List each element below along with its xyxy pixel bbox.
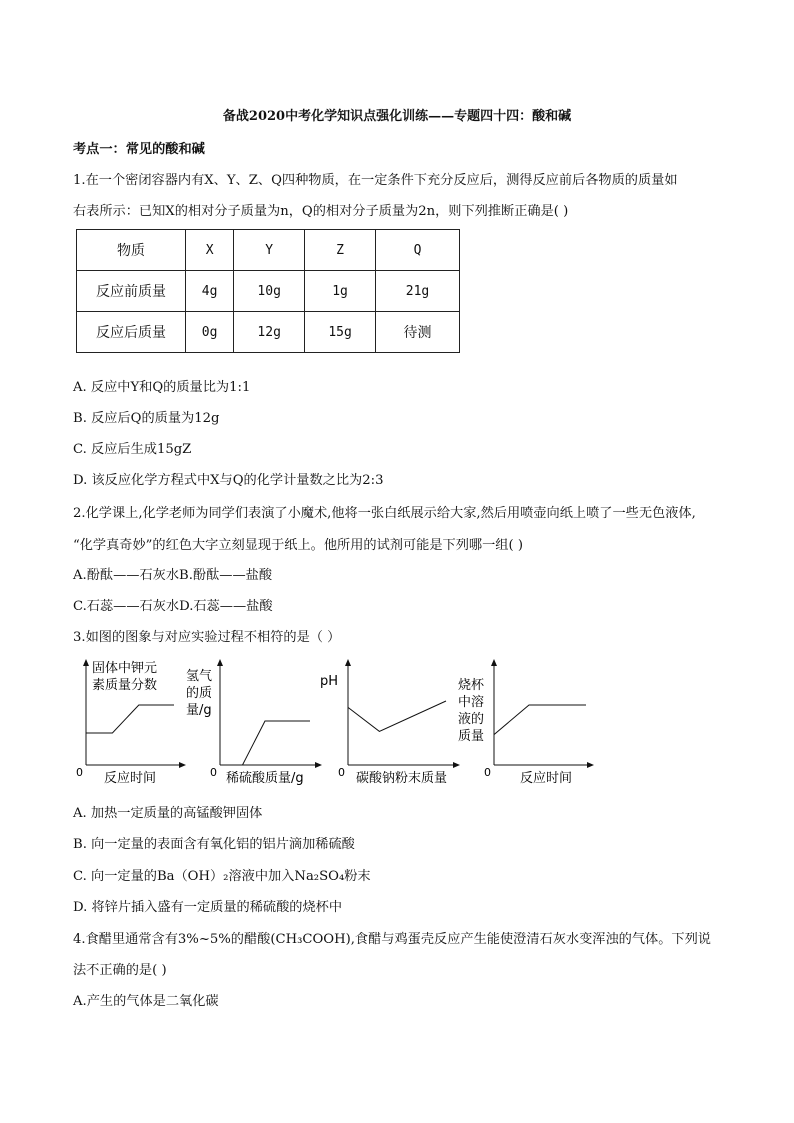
graph-curve bbox=[494, 705, 586, 735]
graph-curve bbox=[86, 705, 174, 733]
y-label-line: 液的 bbox=[458, 712, 485, 727]
table-cell: 待测 bbox=[376, 312, 460, 353]
x-label: 稀硫酸质量/g bbox=[226, 771, 304, 786]
table-cell: 21g bbox=[376, 271, 460, 312]
q2-option-cd: C.石蕊——石灰水D.石蕊——盐酸 bbox=[73, 599, 273, 614]
table-header-cell: X bbox=[186, 230, 234, 271]
table-header-cell: 物质 bbox=[77, 230, 186, 271]
graph-4-svg bbox=[458, 655, 598, 790]
y-label-line: 固体中钾元 bbox=[92, 661, 158, 676]
origin-label: 0 bbox=[76, 766, 83, 779]
origin-label: 0 bbox=[484, 766, 491, 779]
document-title: 备战2020中考化学知识点强化训练——专题四十四：酸和碱 bbox=[222, 109, 572, 124]
y-label-line: 烧杯 bbox=[458, 678, 485, 693]
q1-option-d: D. 该反应化学方程式中X与Q的化学计量数之比为2:3 bbox=[73, 473, 384, 488]
q1-mass-table bbox=[76, 229, 460, 353]
y-label-line: 素质量分数 bbox=[92, 678, 158, 693]
q1-stem-line1: 1.在一个密闭容器内有X、Y、Z、Q四种物质，在一定条件下充分反应后，测得反应前后各物质的质量如 bbox=[73, 173, 678, 188]
table-row bbox=[77, 271, 460, 312]
section-heading: 考点一：常见的酸和碱 bbox=[73, 142, 205, 157]
origin-label: 0 bbox=[338, 766, 345, 779]
table-header-cell: Q bbox=[376, 230, 460, 271]
origin-label: 0 bbox=[210, 766, 217, 779]
q4-stem-line1: 4.食醋里通常含有3%~5%的醋酸(CH₃COOH),食醋与鸡蛋壳反应产生能使澄清石灰水变浑浊的气体。下列说 bbox=[73, 932, 711, 947]
table-row bbox=[77, 312, 460, 353]
y-axis-arrow bbox=[345, 659, 351, 666]
q3-option-a: A. 加热一定质量的高锰酸钾固体 bbox=[73, 806, 263, 821]
graph-3-svg bbox=[320, 655, 468, 790]
q2-stem-line2: “化学真奇妙”的红色大字立刻显现于纸上。他所用的试剂可能是下列哪一组( ) bbox=[73, 538, 523, 553]
graph-curve bbox=[348, 701, 446, 731]
table-cell: 12g bbox=[234, 312, 305, 353]
q2-stem-line1: 2.化学课上,化学老师为同学们表演了小魔术,他将一张白纸展示给大家,然后用喷壶向纸上喷了一些无色液体, bbox=[73, 506, 696, 521]
table-cell: 反应后质量 bbox=[77, 312, 186, 353]
table-cell: 反应前质量 bbox=[77, 271, 186, 312]
y-axis-arrow bbox=[83, 659, 89, 666]
x-axis-arrow bbox=[453, 762, 460, 768]
table-cell: 4g bbox=[186, 271, 234, 312]
q1-option-c: C. 反应后生成15gZ bbox=[73, 442, 192, 457]
y-label-line: 中溶 bbox=[458, 695, 485, 710]
y-label-line: pH bbox=[320, 674, 339, 689]
x-axis-arrow bbox=[587, 762, 594, 768]
q3-graph-2 bbox=[186, 655, 326, 794]
y-label-line: 质量 bbox=[458, 729, 485, 744]
q3-graph-1 bbox=[74, 655, 190, 794]
q1-option-a: A. 反应中Y和Q的质量比为1:1 bbox=[73, 380, 251, 395]
graph-2-svg bbox=[186, 655, 326, 790]
table-cell: 0g bbox=[186, 312, 234, 353]
q1-option-b: B. 反应后Q的质量为12g bbox=[73, 411, 220, 426]
table-header-cell: Y bbox=[234, 230, 305, 271]
graph-1-svg bbox=[74, 655, 190, 790]
q3-graph-4 bbox=[458, 655, 598, 794]
y-axis-arrow bbox=[217, 659, 223, 666]
graph-curve bbox=[243, 721, 311, 765]
table-cell: 1g bbox=[305, 271, 376, 312]
table-header-cell: Z bbox=[305, 230, 376, 271]
x-axis-arrow bbox=[179, 762, 186, 768]
q3-stem: 3.如图的图象与对应实验过程不相符的是（ ） bbox=[73, 630, 341, 645]
table-cell: 15g bbox=[305, 312, 376, 353]
y-label-line: 氢气 bbox=[186, 669, 213, 684]
q4-option-a: A.产生的气体是二氧化碳 bbox=[73, 994, 219, 1009]
table-header-row bbox=[77, 230, 460, 271]
x-label: 碳酸钠粉末质量 bbox=[356, 771, 448, 786]
q3-option-c: C. 向一定量的Ba（OH）₂溶液中加入Na₂SO₄粉末 bbox=[73, 869, 371, 884]
q4-stem-line2: 法不正确的是( ) bbox=[73, 963, 167, 978]
table-cell: 10g bbox=[234, 271, 305, 312]
q3-option-b: B. 向一定量的表面含有氧化铝的铝片滴加稀硫酸 bbox=[73, 837, 355, 852]
x-label: 反应时间 bbox=[104, 771, 157, 786]
q2-option-ab: A.酚酞——石灰水B.酚酞——盐酸 bbox=[73, 568, 273, 583]
x-label: 反应时间 bbox=[520, 771, 573, 786]
x-axis-arrow bbox=[315, 762, 322, 768]
y-label-line: 的质 bbox=[186, 686, 213, 701]
q3-graph-3 bbox=[320, 655, 468, 794]
q3-option-d: D. 将锌片插入盛有一定质量的稀硫酸的烧杯中 bbox=[73, 900, 343, 915]
y-label-line: 量/g bbox=[186, 703, 212, 718]
q1-stem-line2: 右表所示：已知X的相对分子质量为n，Q的相对分子质量为2n，则下列推断正确是( ) bbox=[73, 204, 569, 219]
y-axis-arrow bbox=[491, 659, 497, 666]
